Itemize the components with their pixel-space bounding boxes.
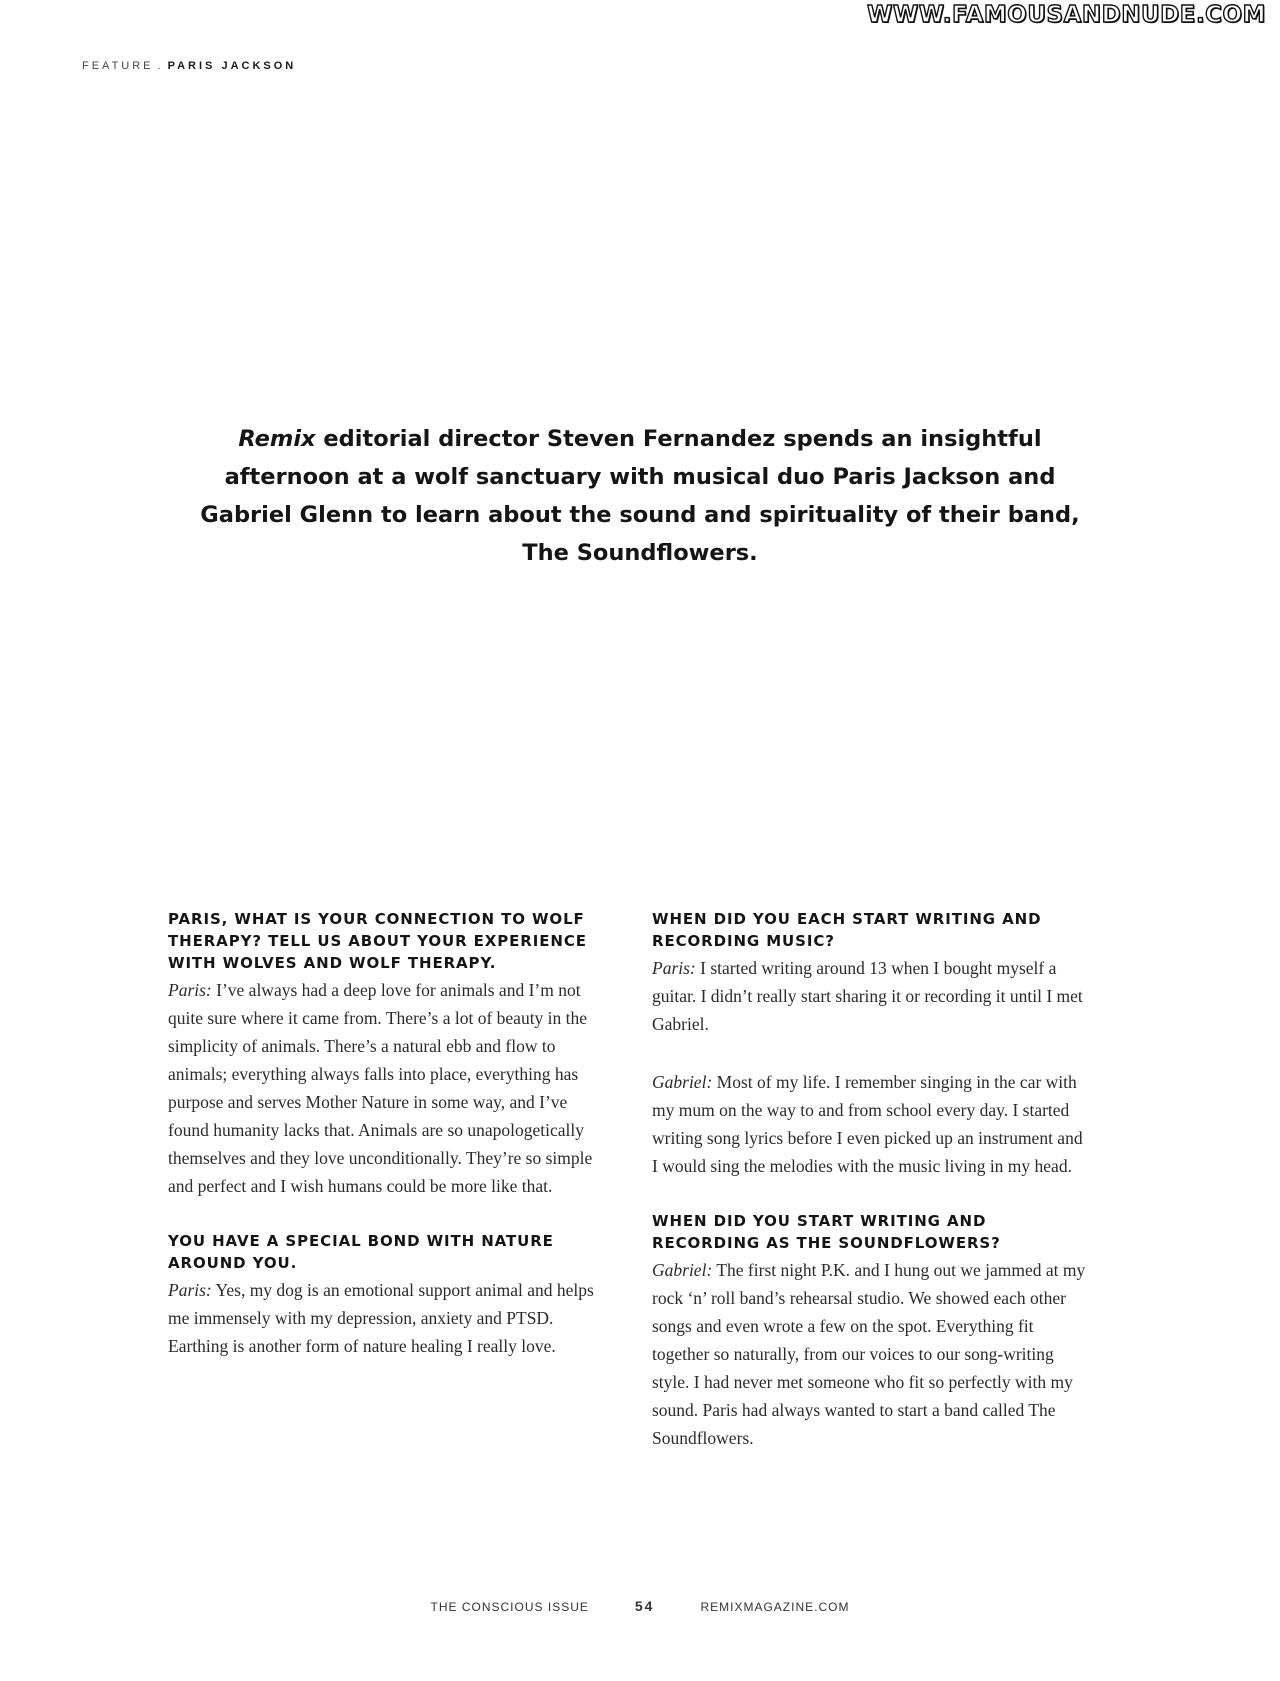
website-link[interactable]: REMIXMAGAZINE.COM bbox=[700, 1600, 850, 1614]
answer-paragraph bbox=[652, 954, 1092, 1038]
speaker-label: Paris: bbox=[168, 1280, 212, 1300]
left-column bbox=[168, 908, 608, 1360]
answer-paragraph bbox=[652, 1256, 1092, 1452]
answer-paragraph bbox=[652, 1068, 1092, 1180]
standfirst-text: editorial director Steven Fernandez spends an insightful afternoon at a wolf sanctuary with musical duo Paris Jackson and Gabriel Glenn to learn about the sound and spirituality of their band, The Soundflowers. bbox=[200, 426, 1080, 566]
standfirst bbox=[200, 420, 1080, 572]
section-kicker bbox=[82, 60, 296, 72]
question-heading: YOU HAVE A SPECIAL BOND WITH NATURE AROUND YOU. bbox=[168, 1232, 554, 1272]
speaker-label: Paris: bbox=[652, 958, 696, 978]
answer-paragraph bbox=[168, 1276, 608, 1360]
question-heading: WHEN DID YOU START WRITING AND RECORDING AS THE SOUNDFLOWERS? bbox=[652, 1212, 1001, 1252]
speaker-label: Gabriel: bbox=[652, 1260, 713, 1280]
speaker-label: Gabriel: bbox=[652, 1072, 713, 1092]
answer-paragraph bbox=[168, 976, 608, 1200]
issue-name: THE CONSCIOUS ISSUE bbox=[430, 1600, 589, 1614]
page-footer bbox=[0, 1598, 1280, 1614]
answer-text: I started writing around 13 when I bought myself a guitar. I didn’t really start sharing it or recording it until I met Gabriel. bbox=[652, 958, 1083, 1034]
right-column bbox=[652, 908, 1092, 1452]
watermark-text: WWW.FAMOUSANDNUDE.COM bbox=[867, 2, 1266, 28]
answer-text: The first night P.K. and I hung out we jammed at my rock ‘n’ roll band’s rehearsal studio. We showed each other songs and even wrote a few on the spot. Everything fit together so naturally, from our voices to our song-writing style. I had never met someone who fit so perfectly with my sound. Paris had always wanted to start a band called The Soundflowers. bbox=[652, 1260, 1086, 1448]
question-heading: PARIS, WHAT IS YOUR CONNECTION TO WOLF THERAPY? TELL US ABOUT YOUR EXPERIENCE WITH WOLVES AND WOLF THERAPY. bbox=[168, 910, 587, 972]
subject-name: PARIS JACKSON bbox=[167, 60, 297, 72]
publication-name: Remix bbox=[238, 426, 316, 452]
page-number: 54 bbox=[634, 1598, 655, 1614]
section-label: FEATURE bbox=[82, 60, 154, 72]
answer-text: Yes, my dog is an emotional support animal and helps me immensely with my depression, anxiety and PTSD. Earthing is another form of nature healing I really love. bbox=[168, 1280, 594, 1356]
speaker-label: Paris: bbox=[168, 980, 212, 1000]
question-heading: WHEN DID YOU EACH START WRITING AND RECORDING MUSIC? bbox=[652, 910, 1042, 950]
kicker-separator: . bbox=[157, 60, 164, 72]
answer-text: I’ve always had a deep love for animals and I’m not quite sure where it came from. There’s a lot of beauty in the simplicity of animals. There’s a natural ebb and flow to animals; everything always falls into place, everything has purpose and serves Mother Nature in some way, and I’ve found humanity lacks that. Animals are so unapologetically themselves and they love unconditionally. They’re so simple and perfect and I wish humans could be more like that. bbox=[168, 980, 593, 1196]
answer-text: Most of my life. I remember singing in the car with my mum on the way to and from school every day. I started writing song lyrics before I even picked up an instrument and I would sing the melodies with the music living in my head. bbox=[652, 1072, 1083, 1176]
